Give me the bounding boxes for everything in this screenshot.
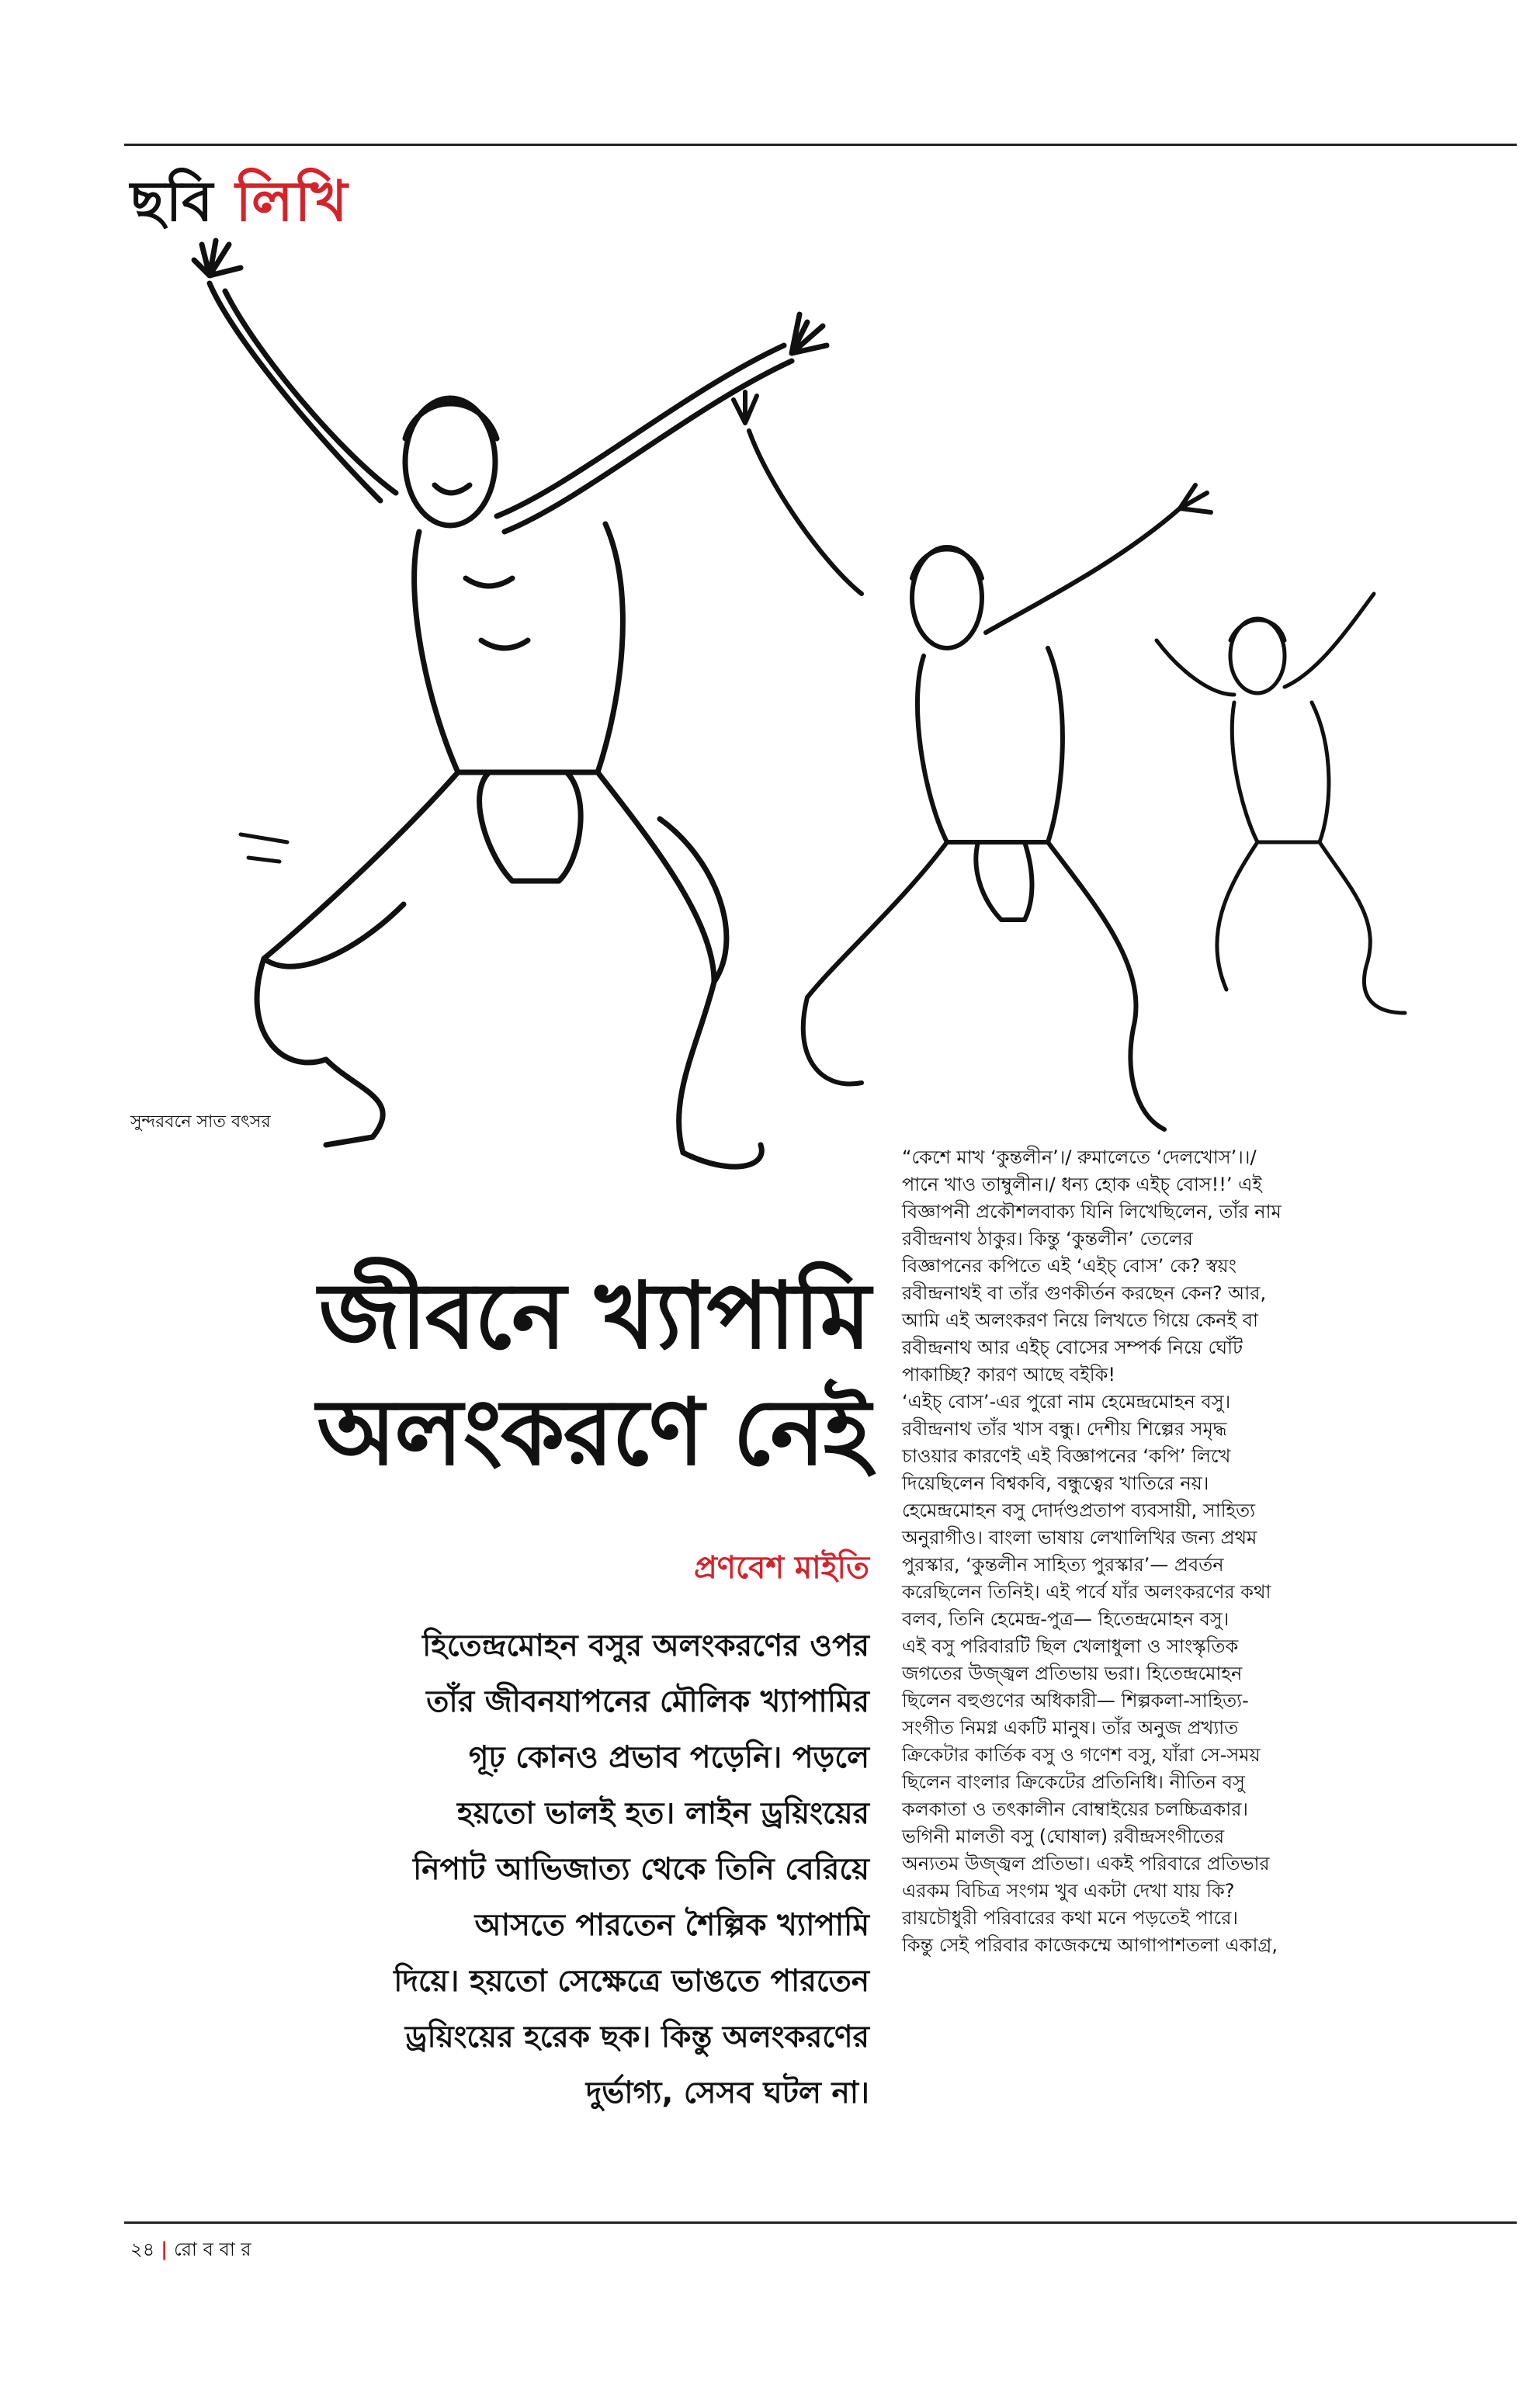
body-line: “কেশে মাখ ‘কুন্তলীন’।/ রুমালেতে ‘দেলখোস’।।/	[902, 1146, 1257, 1168]
body-line: ভগিনী মালতী বসু (ঘোষাল) রবীন্দ্রসংগীতের	[902, 1826, 1225, 1847]
page-footer	[130, 2235, 251, 2266]
section-label-black: ছবি	[130, 168, 215, 234]
body-line: সংগীত নিমগ্ন একটি মানুষ। তাঁর অনুজ প্রখ্যাত	[902, 1717, 1239, 1739]
body-line: কিন্তু সেই পরিবার কাজেকম্মে আগাপাশতলা একাগ্র,	[902, 1934, 1278, 1956]
dancers-illustration	[124, 159, 1428, 1238]
standfirst-line: হয়তো ভালই হত। লাইন ড্রয়িংয়ের	[457, 1796, 869, 1831]
headline-line-2: অলংকরণে নেই	[317, 1379, 869, 1486]
standfirst-line: ড্রয়িংয়ের হরেক ছক। কিন্তু অলংকরণের	[404, 2020, 869, 2055]
body-line: ছিলেন বাংলার ক্রিকেটের প্রতিনিধি। নীতিন বসু	[902, 1771, 1245, 1793]
body-line: রায়চৌধুরী পরিবারের কথা মনে পড়তেই পারে।	[902, 1907, 1238, 1929]
footer-separator: |	[161, 2239, 168, 2260]
standfirst-line: তাঁর জীবনযাপনের মৌলিক খ্যাপামির	[426, 1684, 869, 1719]
top-rule	[124, 144, 1517, 146]
standfirst-line: হিতেন্দ্রমোহন বসুর অলংকরণের ওপর	[422, 1628, 869, 1663]
body-line: হেমেন্দ্রমোহন বসু দোর্দণ্ডপ্রতাপ ব্যবসায়ী, সাহিত্য	[902, 1500, 1256, 1521]
body-line: পানে খাও তাম্বুলীন।/ ধন্য হোক এইচ্‌ বোস!!’ এই	[902, 1174, 1262, 1195]
standfirst	[233, 1618, 869, 2121]
body-line: আমি এই অলংকরণ নিয়ে লিখতে গিয়ে কেনই বা	[902, 1309, 1259, 1331]
body-line: ‘এইচ্‌ বোস’-এর পুরো নাম হেমেন্দ্রমোহন বসু।	[902, 1391, 1231, 1413]
body-line: দিয়েছিলেন বিশ্বকবি, বন্ধুত্বের খাতিরে নয়।	[902, 1472, 1209, 1494]
body-line: জগতের উজ্জ্বল প্রতিভায় ভরা। হিতেন্দ্রমোহন	[902, 1663, 1243, 1684]
byline: প্রণবেশ মাইতি	[693, 1550, 869, 1586]
body-line: ছিলেন বহুগুণের অধিকারী— শিল্পকলা-সাহিত্য-	[902, 1690, 1249, 1712]
body-line: অনুরাগীও। বাংলা ভাষায় লেখালিখির জন্য প্রথম	[902, 1527, 1257, 1549]
body-line: রবীন্দ্রনাথ ঠাকুর। কিন্তু ‘কুন্তলীন’ তেলের	[902, 1228, 1193, 1250]
dancer-left	[194, 241, 827, 1167]
section-label-red: লিখি	[235, 168, 349, 234]
body-line: বলব, তিনি হেমেন্দ্র-পুত্র— হিতেন্দ্রমোহন বসু।	[902, 1608, 1230, 1630]
illustration-caption: সুন্দরবনে সাত বৎসর	[130, 1112, 271, 1132]
dancer-middle	[734, 392, 1211, 1129]
standfirst-line: দিয়ে। হয়তো সেক্ষেত্রে ভাঙতে পারতেন	[394, 1964, 869, 1999]
standfirst-line: আসতে পারতেন শৈল্পিক খ্যাপামি	[474, 1908, 869, 1943]
body-line: এরকম বিচিত্র সংগম খুব একটা দেখা যায় কি?	[902, 1880, 1235, 1902]
body-line: চাওয়ার কারণেই এই বিজ্ঞাপনের ‘কপি’ লিখে	[902, 1445, 1231, 1467]
magazine-name: রো ব বা র	[173, 2239, 251, 2260]
standfirst-line: নিপাট আভিজাত্য থেকে তিনি বেরিয়ে	[413, 1852, 869, 1887]
headline	[155, 1257, 869, 1490]
body-line: পাকাচ্ছি? কারণ আছে বইকি!	[902, 1364, 1115, 1386]
body-line: রবীন্দ্রনাথ তাঁর খাস বন্ধু। দেশীয় শিল্পের সমৃদ্ধ	[902, 1418, 1227, 1440]
article-body	[902, 1144, 1461, 1959]
body-line: অন্যতম উজ্জ্বল প্রতিভা। একই পরিবারে প্রতিভার	[902, 1853, 1270, 1875]
body-line: ক্রিকেটার কার্তিক বসু ও গণেশ বসু, যাঁরা সে-সময়	[902, 1744, 1261, 1766]
dancer-right	[1157, 594, 1405, 1013]
page-number: ২৪	[130, 2239, 155, 2260]
body-line: রবীন্দ্রনাথ আর এইচ্‌ বোসের সম্পর্ক নিয়ে ঘোঁট	[902, 1337, 1243, 1358]
body-line: এই বসু পরিবারটি ছিল খেলাধুলা ও সাংস্কৃতিক	[902, 1635, 1239, 1657]
body-line: পুরস্কার, ‘কুন্তলীন সাহিত্য পুরস্কার’— প্রবর্তন	[902, 1554, 1224, 1576]
artist-signature	[241, 834, 287, 862]
bottom-rule	[124, 2221, 1517, 2224]
headline-line-1: জীবনে খ্যাপামি	[318, 1262, 869, 1369]
standfirst-line: গূঢ় কোনও প্রভাব পড়েনি। পড়লে	[468, 1740, 869, 1775]
body-line: করেছিলেন তিনিই। এই পর্বে যাঁর অলংকরণের কথা	[902, 1581, 1271, 1603]
body-line: বিজ্ঞাপনের কপিতে এই ‘এইচ্‌ বোস’ কে? স্বয়ং	[902, 1255, 1237, 1277]
body-line: রবীন্দ্রনাথই বা তাঁর গুণকীর্তন করছেন কেন? আর,	[902, 1282, 1267, 1304]
body-line: বিজ্ঞাপনী প্রকৌশলবাক্য যিনি লিখেছিলেন, তাঁর নাম	[902, 1201, 1282, 1223]
body-line: কলকাতা ও তৎকালীন বোম্বাইয়ের চলচ্চিত্রকার।	[902, 1798, 1248, 1820]
standfirst-line: দুর্ভাগ্য, সেসব ঘটল না।	[585, 2076, 869, 2110]
